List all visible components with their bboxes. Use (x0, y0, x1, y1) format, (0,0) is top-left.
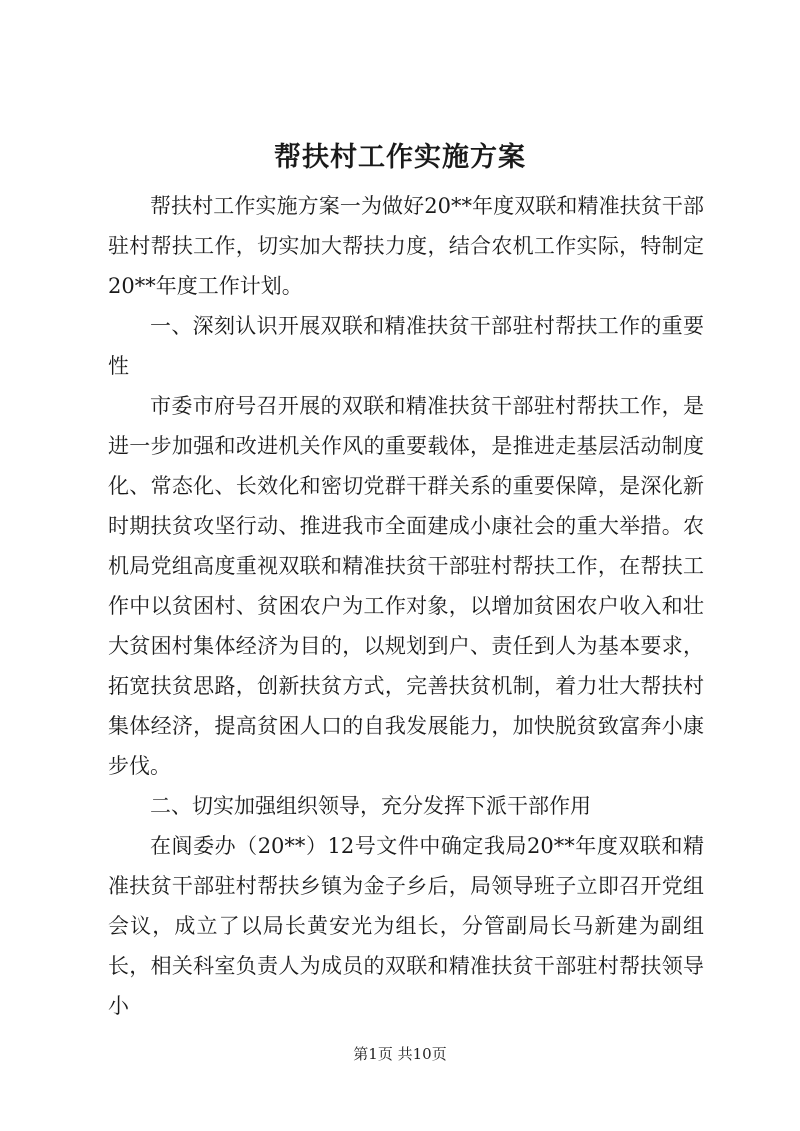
section-heading-2: 二、切实加强组织领导，充分发挥下派干部作用 (150, 794, 591, 818)
document-body (108, 186, 704, 1026)
paragraph-intro: 帮扶村工作实施方案一为做好20**年度双联和精准扶贫干部驻村帮扶工作，切实加大帮扶力度，结合农机工作实际，特制定20**年度工作计划。 (108, 194, 704, 298)
section-heading-1: 一、深刻认识开展双联和精准扶贫干部驻村帮扶工作的重要性 (108, 314, 704, 378)
page-footer: 第1页 共10页 (353, 1045, 447, 1063)
paragraph-section-2: 在阆委办（20**）12号文件中确定我局20**年度双联和精准扶贫干部驻村帮扶乡镇为金子乡后，局领导班子立即召开党组会议，成立了以局长黄安光为组长，分管副局长马新建为副组长，相关科室负责人为成员的双联和精准扶贫干部驻村帮扶领导小 (108, 834, 704, 1018)
document-title: 帮扶村工作实施方案 (274, 142, 526, 173)
paragraph-section-1: 市委市府号召开展的双联和精准扶贫干部驻村帮扶工作，是进一步加强和改进机关作风的重要载体，是推进走基层活动制度化、常态化、长效化和密切党群干群关系的重要保障，是深化新时期扶贫攻坚行动、推进我市全面建成小康社会的重大举措。农机局党组高度重视双联和精准扶贫干部驻村帮扶工作，在帮扶工作中以贫困村、贫困农户为工作对象，以增加贫困农户收入和壮大贫困村集体经济为目的，以规划到户、责任到人为基本要求，拓宽扶贫思路，创新扶贫方式，完善扶贫机制，着力壮大帮扶村集体经济，提高贫困人口的自我发展能力，加快脱贫致富奔小康步伐。 (108, 394, 704, 778)
